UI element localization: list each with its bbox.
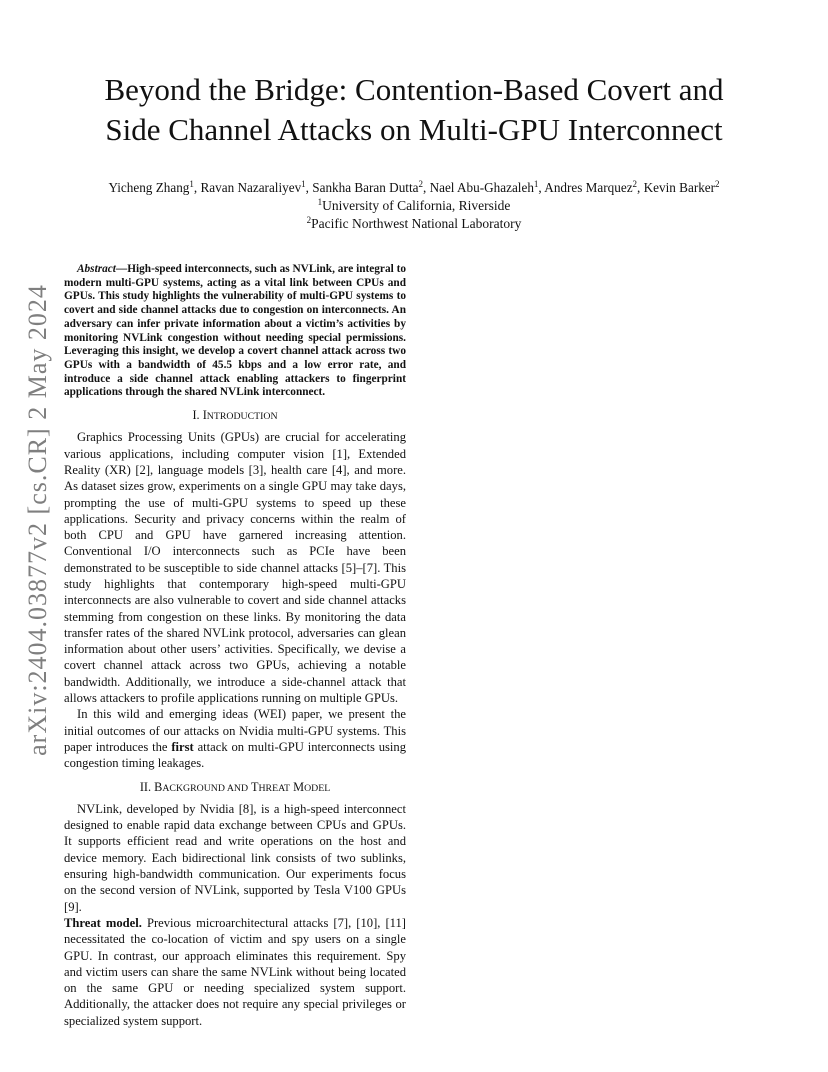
heading-initial: M bbox=[293, 779, 305, 794]
arxiv-stamp bbox=[14, 280, 62, 760]
author-affiliation-mark: 1 bbox=[189, 179, 194, 189]
abstract bbox=[64, 263, 406, 400]
heading-rest: ODEL bbox=[304, 782, 331, 794]
heading-rest: HREAT bbox=[258, 782, 291, 794]
author-name: Kevin Barker bbox=[643, 180, 716, 195]
title-line-2: Side Channel Attacks on Multi-GPU Interconnect bbox=[105, 112, 723, 147]
author-list: Yicheng Zhang$^1$, Ravan Nazaraliyev$^1$, Sankha Baran Dutta$^2$, Nael Abu-Ghazaleh$^1$, Andres Marquez$^2$, Kevin Barker$^2$ bbox=[108, 179, 720, 195]
author-affiliation-mark: 2 bbox=[715, 179, 720, 189]
author-name: Andres Marquez bbox=[544, 180, 633, 195]
intro-paragraph-2 bbox=[64, 706, 406, 771]
intro-p2-text-end: attack on multi-GPU interconnects using congestion timing leakages. bbox=[64, 739, 406, 771]
author-affiliation-mark: 2 bbox=[418, 179, 423, 189]
abstract-text: —High-speed interconnects, such as NVLink, are integral to modern multi-GPU systems, acting as a vital link between CPUs and GPUs. This study highlights the vulnerability of multi-GPU systems to covert and side channel attacks due to congestion on interconnects. An adversary can infer private information about a victim’s activities by monitoring NVLink congestion without needing special permissions. Leveraging this insight, we develop a covert channel attack across two GPUs with a bandwidth of 45.5 kbps and a low error rate, and introduce a side channel attack enabling attackers to fingerprint applications through the shared NVLink interconnect. bbox=[64, 263, 406, 399]
author-name: Ravan Nazaraliyev bbox=[200, 180, 302, 195]
affiliation-2 bbox=[60, 216, 768, 232]
section-number: II. bbox=[139, 779, 152, 794]
intro-p2-text: In this wild and emerging ideas (WEI) paper, we present the initial outcomes of our attacks on Nvidia multi-GPU systems. This paper introduces the bbox=[64, 707, 406, 754]
heading-initial: T bbox=[250, 779, 259, 794]
threat-model-paragraph bbox=[64, 915, 406, 1029]
heading-initial: I bbox=[202, 408, 207, 423]
title-line-1: Beyond the Bridge: Contention-Based Covert and bbox=[104, 72, 724, 107]
threat-model-label: Threat model. bbox=[64, 915, 142, 930]
paper-title bbox=[60, 70, 768, 150]
intro-paragraph-1: Graphics Processing Units (GPUs) are crucial for accelerating various applications, including computer vision [1], Extended Reality (XR) [2], language models [3], health care [4], and more. As dataset sizes grow, experiments on a single GPU may take days, prompting the use of multi-GPU systems to speed up these applications. Security and privacy concerns within the realm of both CPU and GPU have garnered increasing attention. Conventional I/O interconnects such as PCIe have been demonstrated to be susceptible to side channel attacks [5]–[7]. This study highlights that contemporary high-speed multi-GPU interconnects are also vulnerable to covert and side channel attacks stemming from congestion on these links. By monitoring the data transfer rates of the shared NVLink protocol, adversaries can glean information about other users’ activities. Specifically, we devise a covert channel attack across two GPUs, achieving a notable bandwidth. Additionally, we introduce a side-channel attack that allows attackers to profile applications running on multiple GPUs. bbox=[64, 430, 406, 706]
affiliation-name: University of California, Riverside bbox=[322, 198, 511, 213]
heading-initial: B bbox=[154, 779, 163, 794]
arxiv-stamp-text: arXiv:2404.03877v2 [cs.CR] 2 May 2024 bbox=[23, 284, 52, 756]
affiliation-mark: 1 bbox=[317, 197, 323, 207]
author-affiliation-mark: 1 bbox=[533, 179, 539, 189]
affiliation-name: Pacific Northwest National Laboratory bbox=[311, 216, 522, 231]
author-affiliation-mark: 1 bbox=[301, 179, 306, 189]
section-heading-introduction bbox=[64, 407, 406, 425]
author-name: Yicheng Zhang bbox=[108, 180, 190, 195]
author-affiliation-mark: 2 bbox=[632, 179, 638, 189]
background-paragraph: NVLink, developed by Nvidia [8], is a high-speed interconnect designed to enable rapid data exchange between CPUs and GPUs. It supports efficient read and write operations on the host and device memory. Each bidirectional link consists of two sublinks, ensuring high-bandwidth communication. Our experiments focus on the second version of NVLink, supported by Tesla V100 GPUs [9]. bbox=[64, 801, 406, 914]
intro-p2-bold: first bbox=[171, 739, 194, 754]
heading-rest: ACKGROUND AND bbox=[162, 782, 249, 794]
section-heading-background bbox=[64, 779, 406, 797]
abstract-label: Abstract bbox=[77, 263, 116, 275]
author-name: Nael Abu-Ghazaleh bbox=[429, 180, 534, 195]
heading-rest: NTRODUCTION bbox=[206, 411, 278, 423]
left-column bbox=[64, 263, 406, 1029]
section-number: I. bbox=[192, 408, 200, 423]
author-name: Sankha Baran Dutta bbox=[312, 180, 419, 195]
affiliation-mark: 2 bbox=[306, 215, 312, 225]
threat-model-text: Previous microarchitectural attacks [7], [10], [11] necessitated the co-location of victim and spy users on a single GPU. In contrast, our approach eliminates this requirement. Spy and victim users can share the same NVLink without being located on the same GPU or needing specialized system support. Additionally, the attacker does not require any special privileges or specialized system support. bbox=[64, 915, 406, 1028]
affiliation-1 bbox=[60, 198, 768, 214]
